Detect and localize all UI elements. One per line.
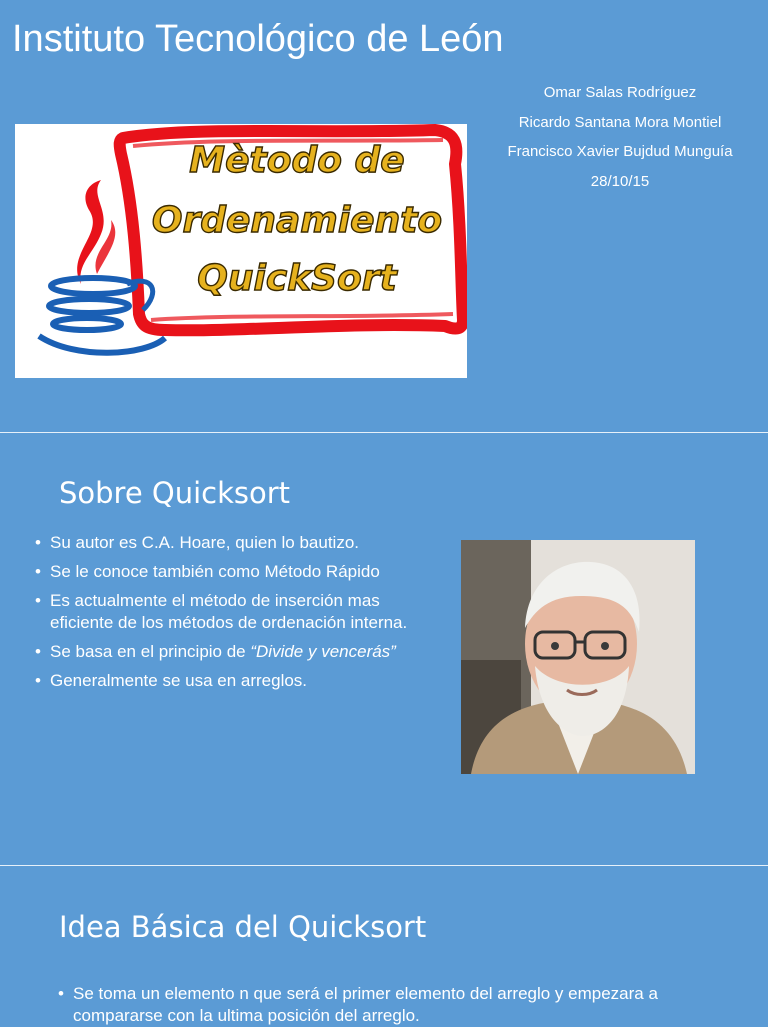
list-item	[35, 641, 415, 663]
basic-idea-slide	[0, 866, 768, 1024]
list-item: • Se le conoce también como Método Rápido	[35, 561, 415, 583]
list-item-text: Se basa en el principio de	[50, 641, 251, 661]
portrait-icon	[461, 540, 695, 774]
list-item: • Se toma un elemento n que será el primer elemento del arreglo y empezara a compararse con la ultima posición del arreglo.	[58, 983, 738, 1027]
slide-heading: Idea Básica del Quicksort	[59, 910, 427, 944]
bullet-list	[58, 983, 738, 1027]
list-item: • Su autor es C.A. Hoare, quien lo bautizo.	[35, 532, 415, 554]
list-item: • Es actualmente el método de inserción mas eficiente de los métodos de ordenación interna.	[35, 590, 415, 633]
presentation-date: 28/10/15	[590, 172, 650, 190]
author-photo	[461, 540, 695, 774]
logo-text-line-2: Ordenamiento	[151, 200, 443, 241]
slide-heading: Sobre Quicksort	[59, 476, 291, 510]
author-2: Ricardo Santana Mora Montiel	[518, 113, 722, 131]
authors-block	[470, 78, 768, 196]
slide-title: Instituto Tecnológico de León	[12, 18, 504, 60]
bullet-list	[35, 532, 415, 699]
java-logo-icon	[15, 124, 467, 378]
list-item-italic: “Divide y vencerás”	[250, 641, 396, 661]
title-slide	[0, 0, 768, 432]
about-quicksort-slide	[0, 433, 768, 865]
logo-text-line-1: Mètodo de	[189, 140, 405, 181]
quicksort-logo-image	[15, 124, 467, 378]
logo-text-line-3: QuickSort	[197, 258, 397, 299]
author-1: Omar Salas Rodríguez	[543, 84, 697, 101]
list-item: • Generalmente se usa en arreglos.	[35, 670, 415, 692]
author-3: Francisco Xavier Bujdud Munguía	[507, 143, 733, 160]
